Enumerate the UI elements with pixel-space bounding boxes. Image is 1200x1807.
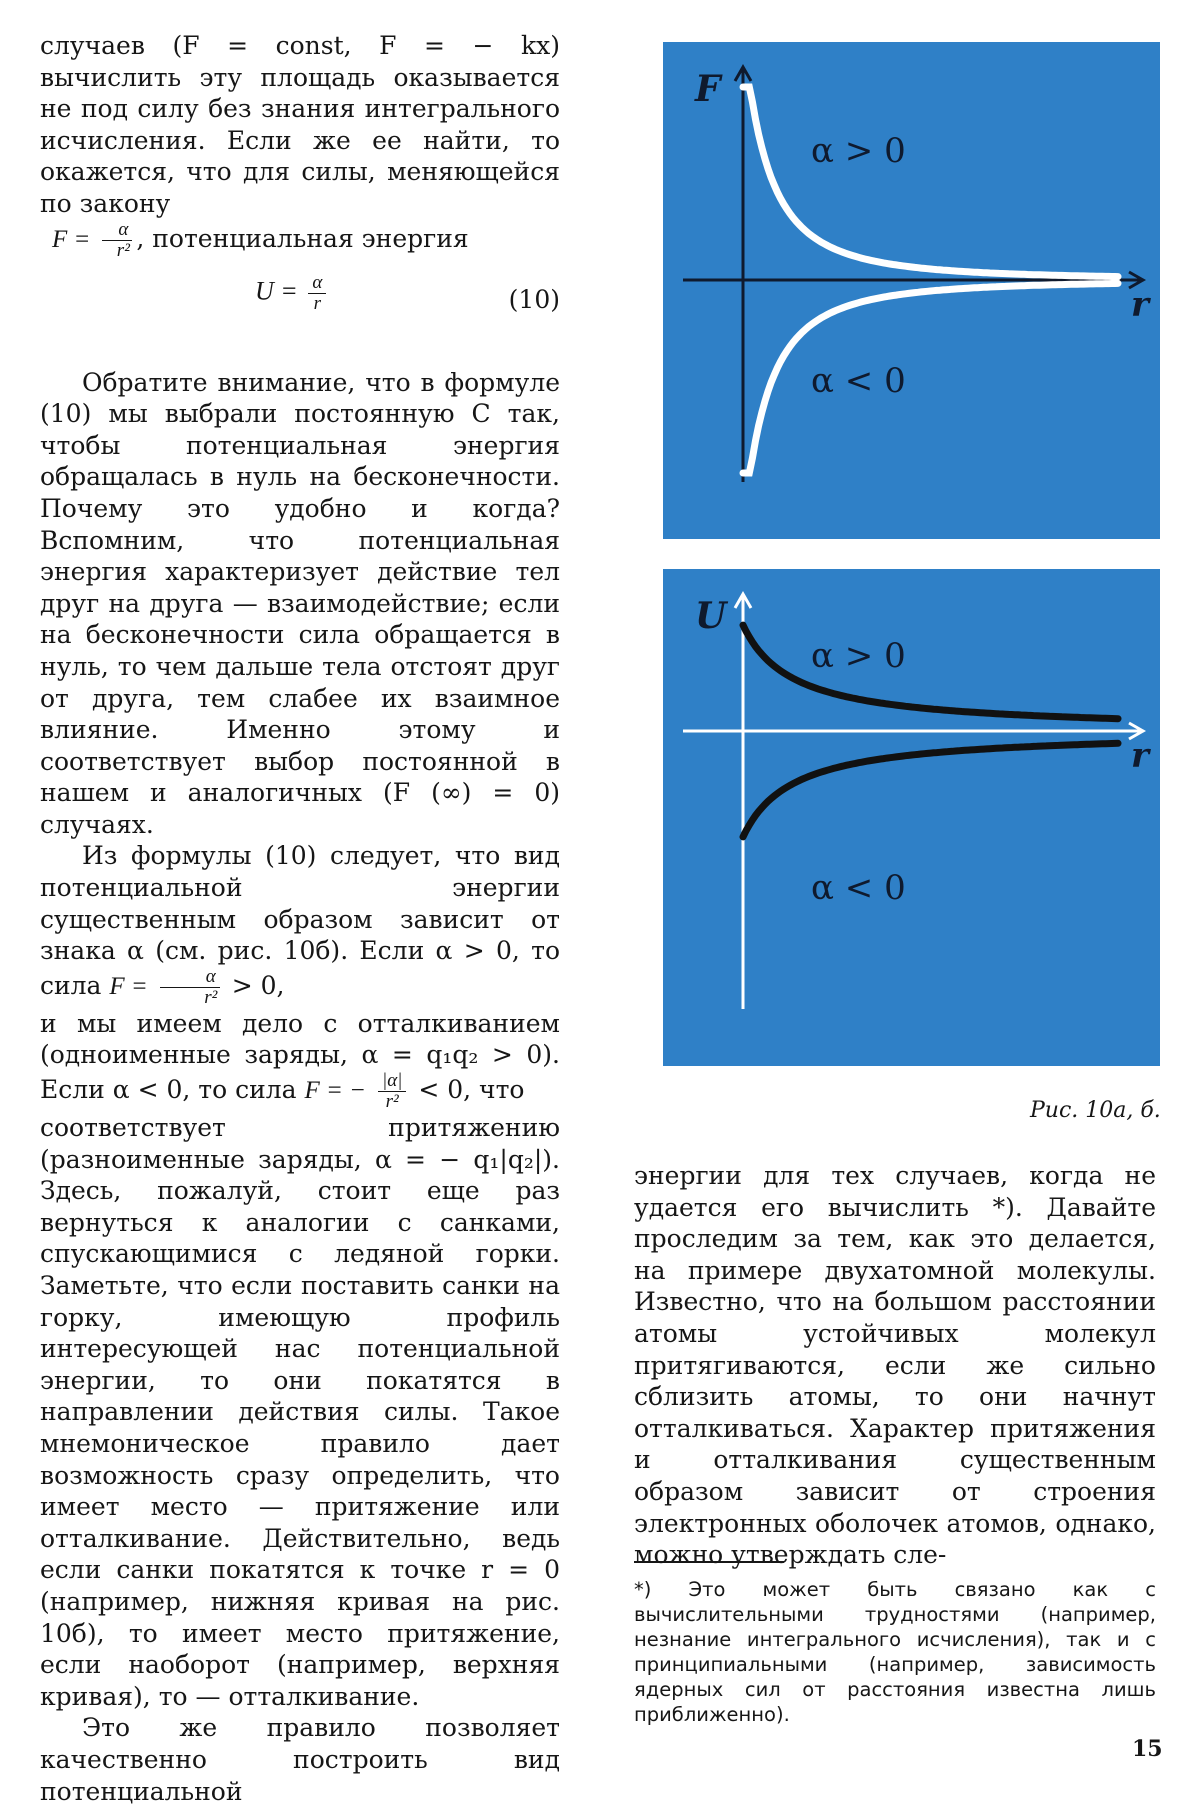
curve-alpha-positive: [743, 625, 1118, 719]
curve-alpha-negative: [743, 283, 1118, 473]
force-positive-num: α: [160, 967, 220, 988]
formula-number: (10): [508, 284, 560, 314]
formula-fraction: [308, 273, 326, 314]
series-label-alpha-positive: α > 0: [811, 636, 906, 676]
potential-chart-svg: [663, 569, 1160, 1066]
left-paragraph-3a: Из формулы (10) следует, что вид потенциальной энергии существенным образом зависит от знака α (см. рис. 10б). Если α > 0, то сила F = $\frac{\alpha}{\text{r²}}$ > 0,: [40, 841, 560, 1008]
left-paragraph-3c: соответствует притяжению (разноименные заряды, α = − q₁|q₂|). Здесь, пожалуй, стоит еще раз вернуться к аналогии с санками, спускающимися с ледяной горки. Заметьте, что если поставить санки на горку, имеющую профиль интересующей нас потенциальной энергии, то они покатятся в направлении действия силы. Такое мнемоническое правило дает возможность сразу определить, что имеет место — притяжение или отталкивание. Действительно, ведь если санки покатятся к точке r = 0 (например, нижняя кривая на рис. 10б), то имеет место притяжение, если наоборот (например, верхняя кривая), то — отталкивание.: [40, 1113, 560, 1711]
figure-caption: Рис. 10а, б.: [1030, 1098, 1161, 1123]
formula-10-expression: [255, 273, 330, 314]
formula-den: r: [313, 292, 322, 314]
footnote: *) Это может быть связано как с вычислительными трудностями (например, незнание интегрального исчисления), так и с принципиальными (например, зависимость ядерных сил от расстояния известна лишь приближенно).: [634, 1578, 1156, 1726]
curve-alpha-negative: [743, 743, 1118, 837]
series-label-alpha-positive: α > 0: [811, 131, 906, 171]
footnote-divider: [634, 1561, 784, 1563]
force-negative-rhs: < 0,: [418, 1075, 472, 1105]
x-axis-label: r: [1131, 736, 1149, 776]
y-axis-label: F: [695, 68, 721, 110]
force-negative-den: r²: [385, 1091, 399, 1113]
y-axis-label: U: [695, 595, 727, 637]
left-paragraph-2: Обратите внимание, что в формуле (10) мы выбрали постоянную C так, чтобы потенциальная энергия обращалась в нуль на бесконечности. Почему это удобно и когда? Вспомним, что потенциальная энергия характеризует действие тел друг на друга — взаимодействие; если на бесконечности сила обращается в нуль, то чем дальше тела отстоят друг от друга, тем слабее их взаимное влияние. Именно этому и соответствует выбор постоянной в нашем и аналогичных (F (∞) = 0) случаях.: [40, 367, 560, 839]
series-label-alpha-negative: α < 0: [811, 361, 906, 401]
series-label-alpha-negative: α < 0: [811, 868, 906, 908]
left-paragraph-4: Это же правило позволяет качественно построить вид потенциальной: [40, 1713, 560, 1806]
formula-10: [40, 267, 560, 341]
right-paragraph-1: энергии для тех случаев, когда не удается его вычислить *). Давайте проследим за тем, как это делается, на примере двухатомной молекулы. Известно, что на большом расстоянии атомы устойчивых молекул притягиваются, если же сильно сблизить атомы, то они начнут отталкиваться. Характер притяжения и отталкивания существенным образом зависит от строения электронных оболочек атомов, однако, можно утверждать сле-: [634, 1161, 1156, 1570]
formula-num: α: [308, 273, 326, 294]
left-column: [40, 30, 560, 1807]
force-fraction-num: α: [102, 220, 132, 241]
left-paragraph-1: случаев (F = const, F = − kx) вычислить эту площадь оказывается не под силу без знания интегрального исчисления. Если же ее найти, то окажется, что для силы, меняющейся по закону: [40, 31, 560, 218]
page-number: 15: [1132, 1736, 1163, 1762]
figure-10b-potential-chart: [663, 569, 1160, 1066]
force-positive-rhs: > 0,: [231, 970, 285, 1000]
force-law-line: [40, 220, 560, 261]
axes: [683, 594, 1143, 1009]
force-negative-num: |α|: [378, 1071, 406, 1092]
formula-lhs: U =: [255, 276, 298, 306]
force-fraction: [102, 220, 132, 261]
force-positive-fraction: [160, 967, 220, 1008]
left-paragraph-3b: и мы имеем дело с отталкиванием (одноименные заряды, α = q₁q₂ > 0). Если α < 0, то сила F = − $\frac{|\alpha|}{\text{r²}}$ < 0, что: [40, 1008, 560, 1113]
curve-alpha-positive: [743, 87, 1118, 277]
force-positive-lhs: F =: [109, 972, 148, 1000]
figure-10a-force-chart: [663, 42, 1160, 539]
force-chart-svg: [663, 42, 1160, 539]
right-column: [634, 1160, 1156, 1571]
force-negative-lhs: F = −: [304, 1077, 367, 1105]
force-fraction-den: r²: [116, 239, 130, 261]
x-axis-label: r: [1131, 285, 1149, 325]
force-lhs: F =: [52, 225, 91, 253]
force-law-suffix: , потенциальная энергия: [136, 223, 469, 253]
force-negative-fraction: [378, 1071, 406, 1112]
force-negative-tail: что: [479, 1075, 525, 1105]
force-positive-den: r²: [204, 986, 218, 1008]
